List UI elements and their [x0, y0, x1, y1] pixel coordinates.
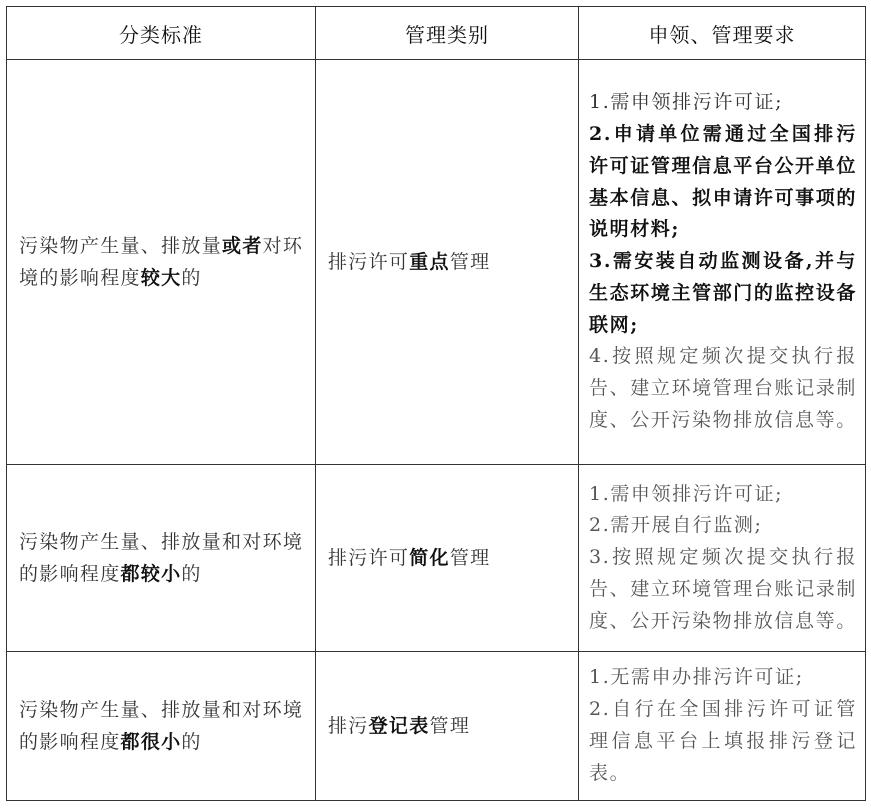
header-criteria: 分类标准: [7, 7, 316, 60]
table-row: [7, 60, 866, 465]
requirement-item: 2.申请单位需通过全国排污许可证管理信息平台公开单位基本信息、拟申请许可事项的说明材料;: [589, 122, 857, 241]
category-emphasis: 登记表: [368, 715, 430, 737]
criteria-text: [7, 526, 315, 590]
requirement-item: 2.需开展自行监测;: [589, 514, 763, 537]
requirement-item: 3.需安装自动监测设备,并与生态环境主管部门的监控设备联网;: [589, 250, 857, 336]
category-text: [316, 246, 578, 278]
category-cell: [316, 652, 579, 801]
table-row: [7, 465, 866, 652]
criteria-cell: [7, 465, 316, 652]
header-category: 管理类别: [316, 7, 579, 60]
requirement-item: 2.自行在全国排污许可证管理信息平台上填报排污登记表。: [589, 698, 857, 784]
criteria-part: 的: [181, 563, 202, 585]
requirements-list: [579, 659, 865, 792]
category-part: 管理: [449, 547, 491, 569]
criteria-part: 对环境的影响程度: [19, 235, 304, 289]
requirements-cell: [579, 465, 866, 652]
criteria-cell: [7, 60, 316, 465]
category-part: 排污: [328, 715, 369, 737]
criteria-part: 污染物产生量、排放量和对环境的影响程度: [19, 531, 304, 585]
category-text: [316, 710, 578, 742]
category-part: 排污许可: [328, 547, 410, 569]
criteria-emphasis: 较大: [140, 267, 182, 289]
criteria-emphasis: 都较小: [120, 563, 182, 585]
requirements-list: [579, 476, 865, 641]
category-cell: [316, 465, 579, 652]
criteria-text: [7, 694, 315, 758]
criteria-part: 污染物产生量、排放量和对环境的影响程度: [19, 699, 304, 753]
requirement-item: 1.需申领排污许可证;: [589, 91, 784, 114]
requirement-item: 3.按照规定频次提交执行报告、建立环境管理台账记录制度、公开污染物排放信息等。: [589, 546, 857, 632]
category-part: 管理: [449, 251, 491, 273]
header-row: [7, 7, 866, 60]
category-cell: [316, 60, 579, 465]
permit-classification-table: [6, 6, 866, 801]
criteria-part: 污染物产生量、排放量: [19, 235, 223, 257]
criteria-text: [7, 230, 315, 294]
category-emphasis: 重点: [409, 251, 450, 273]
header-requirements: 申领、管理要求: [579, 7, 866, 60]
criteria-part: 的: [181, 731, 202, 753]
criteria-emphasis: 或者: [222, 235, 263, 257]
requirement-item: 4.按照规定频次提交执行报告、建立环境管理台账记录制度、公开污染物排放信息等。: [589, 345, 857, 432]
criteria-part: 的: [181, 267, 202, 289]
category-part: 管理: [429, 715, 471, 737]
category-emphasis: 简化: [409, 547, 450, 569]
requirement-item: 1.无需申办排污许可证;: [589, 666, 804, 689]
criteria-cell: [7, 652, 316, 801]
requirements-list: [579, 84, 865, 440]
requirement-item: 1.需申领排污许可证;: [589, 482, 784, 505]
requirements-cell: [579, 652, 866, 801]
requirements-cell: [579, 60, 866, 465]
table-row: [7, 652, 866, 801]
category-part: 排污许可: [328, 251, 410, 273]
category-text: [316, 542, 578, 574]
criteria-emphasis: 都很小: [120, 731, 182, 753]
